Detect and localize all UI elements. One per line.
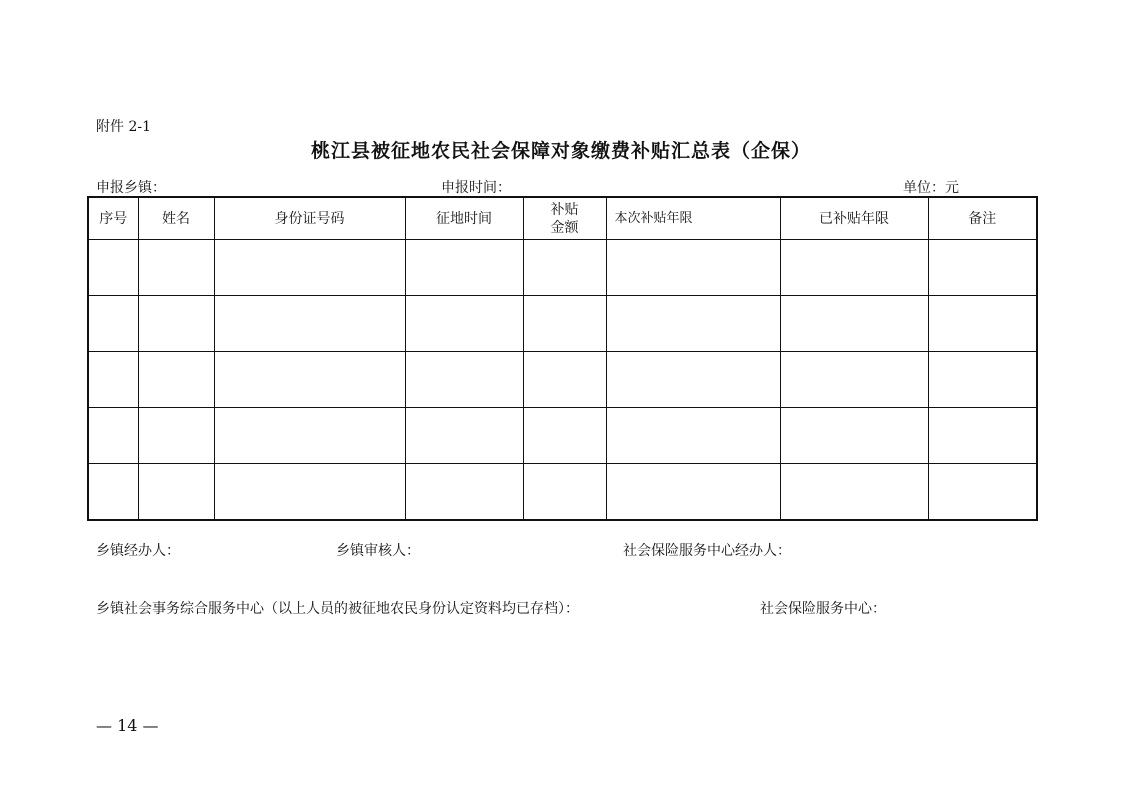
header-subsidy-amount-line2: 金额 — [550, 219, 579, 236]
cell-remarks[interactable] — [928, 408, 1037, 464]
cell-subsidy-amount[interactable] — [523, 296, 606, 352]
header-land-time: 征地时间 — [405, 197, 523, 240]
cell-subsidy-amount[interactable] — [523, 464, 606, 521]
header-subsidized-years: 已补贴年限 — [780, 197, 928, 240]
cell-index[interactable] — [88, 296, 138, 352]
cell-subsidized-years[interactable] — [780, 240, 928, 296]
cell-subsidized-years[interactable] — [780, 296, 928, 352]
cell-name[interactable] — [138, 296, 214, 352]
cell-subsidized-years[interactable] — [780, 352, 928, 408]
cell-current-years[interactable] — [606, 352, 780, 408]
cell-land-time[interactable] — [405, 296, 523, 352]
cell-current-years[interactable] — [606, 240, 780, 296]
header-index: 序号 — [88, 197, 138, 240]
header-subsidy-amount — [523, 197, 606, 240]
social-insurance-center-label: 社会保险服务中心： — [760, 601, 886, 617]
cell-id-number[interactable] — [214, 408, 405, 464]
table-body — [88, 240, 1037, 521]
cell-index[interactable] — [88, 240, 138, 296]
declaring-time-label: 申报时间： — [441, 180, 511, 196]
table-row — [88, 240, 1037, 296]
header-subsidy-amount-line1: 补贴 — [550, 201, 579, 218]
table-row — [88, 296, 1037, 352]
cell-land-time[interactable] — [405, 240, 523, 296]
unit-label: 单位：元 — [903, 180, 959, 196]
table-row — [88, 352, 1037, 408]
table-header-row — [88, 197, 1037, 240]
cell-index[interactable] — [88, 408, 138, 464]
page-number: — 14 — — [96, 716, 159, 735]
header-name: 姓名 — [138, 197, 214, 240]
cell-subsidized-years[interactable] — [780, 464, 928, 521]
header-remarks: 备注 — [928, 197, 1037, 240]
cell-land-time[interactable] — [405, 352, 523, 408]
header-id-number: 身份证号码 — [214, 197, 405, 240]
cell-remarks[interactable] — [928, 296, 1037, 352]
cell-id-number[interactable] — [214, 464, 405, 521]
cell-index[interactable] — [88, 352, 138, 408]
cell-id-number[interactable] — [214, 240, 405, 296]
attachment-label: 附件 2-1 — [96, 119, 151, 135]
cell-name[interactable] — [138, 352, 214, 408]
cell-land-time[interactable] — [405, 464, 523, 521]
cell-remarks[interactable] — [928, 240, 1037, 296]
town-handler-label: 乡镇经办人： — [96, 543, 180, 559]
cell-index[interactable] — [88, 464, 138, 521]
cell-land-time[interactable] — [405, 408, 523, 464]
cell-subsidy-amount[interactable] — [523, 408, 606, 464]
cell-current-years[interactable] — [606, 296, 780, 352]
cell-name[interactable] — [138, 408, 214, 464]
subsidy-summary-table — [87, 196, 1038, 521]
cell-current-years[interactable] — [606, 464, 780, 521]
social-insurance-handler-label: 社会保险服务中心经办人： — [623, 543, 791, 559]
declaring-town-label: 申报乡镇： — [96, 180, 166, 196]
header-current-years: 本次补贴年限 — [606, 197, 780, 240]
table-row — [88, 408, 1037, 464]
cell-subsidized-years[interactable] — [780, 408, 928, 464]
cell-current-years[interactable] — [606, 408, 780, 464]
cell-remarks[interactable] — [928, 352, 1037, 408]
table-row — [88, 464, 1037, 521]
cell-id-number[interactable] — [214, 296, 405, 352]
town-service-center-label: 乡镇社会事务综合服务中心（以上人员的被征地农民身份认定资料均已存档）： — [96, 601, 579, 617]
cell-name[interactable] — [138, 464, 214, 521]
cell-subsidy-amount[interactable] — [523, 240, 606, 296]
cell-name[interactable] — [138, 240, 214, 296]
document-title: 桃江县被征地农民社会保障对象缴费补贴汇总表（企保） — [310, 140, 811, 162]
town-reviewer-label: 乡镇审核人： — [336, 543, 420, 559]
cell-subsidy-amount[interactable] — [523, 352, 606, 408]
cell-id-number[interactable] — [214, 352, 405, 408]
cell-remarks[interactable] — [928, 464, 1037, 521]
